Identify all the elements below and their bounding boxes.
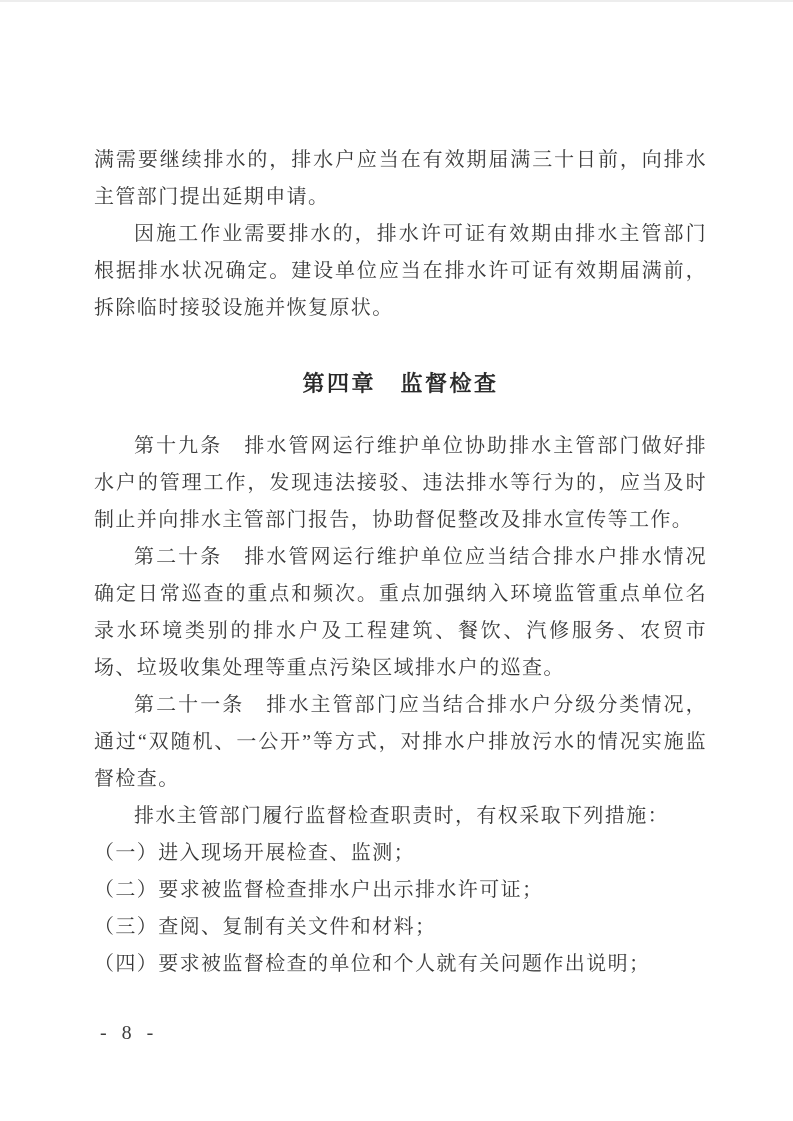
body-paragraph-article-19: 第十九条 排水管网运行维护单位协助排水主管部门做好排水户的管理工作，发现违法接驳、违法排水等行为的，应当及时制止并向排水主管部门报告，协助督促整改及排水宣传等工作。: [94, 435, 707, 531]
body-paragraph-measures-intro: 排水主管部门履行监督检查职责时，有权采取下列措施：: [134, 805, 669, 827]
list-item-3: （三）查阅、复制有关文件和材料；: [94, 916, 437, 938]
document-content: [94, 142, 707, 983]
body-paragraph: 因施工作业需要排水的，排水许可证有效期由排水主管部门根据排水状况确定。建设单位应当在排水许可证有效期届满前，拆除临时接驳设施并恢复原状。: [94, 223, 707, 319]
body-paragraph-continuation: 满需要继续排水的，排水户应当在有效期届满三十日前，向排水主管部门提出延期申请。: [94, 149, 707, 208]
list-item-4: （四）要求被监督检查的单位和个人就有关问题作出说明；: [94, 953, 651, 975]
body-paragraph-article-21: 第二十一条 排水主管部门应当结合排水户分级分类情况，通过“双随机、一公开”等方式，对排水户排放污水的情况实施监督检查。: [94, 694, 707, 790]
chapter-heading: 第四章 监督检查: [302, 371, 499, 396]
list-item-1: （一）进入现场开展检查、监测；: [94, 842, 415, 864]
page-number: - 8 -: [100, 1022, 159, 1044]
body-paragraph-article-20: 第二十条 排水管网运行维护单位应当结合排水户排水情况确定日常巡查的重点和频次。重点加强纳入环境监管重点单位名录水环境类别的排水户及工程建筑、餐饮、汽修服务、农贸市场、垃圾收集处理等重点污染区域排水户的巡查。: [94, 546, 707, 679]
list-item-2: （二）要求被监督检查排水户出示排水许可证；: [94, 879, 544, 901]
scan-edge: [0, 0, 793, 2]
